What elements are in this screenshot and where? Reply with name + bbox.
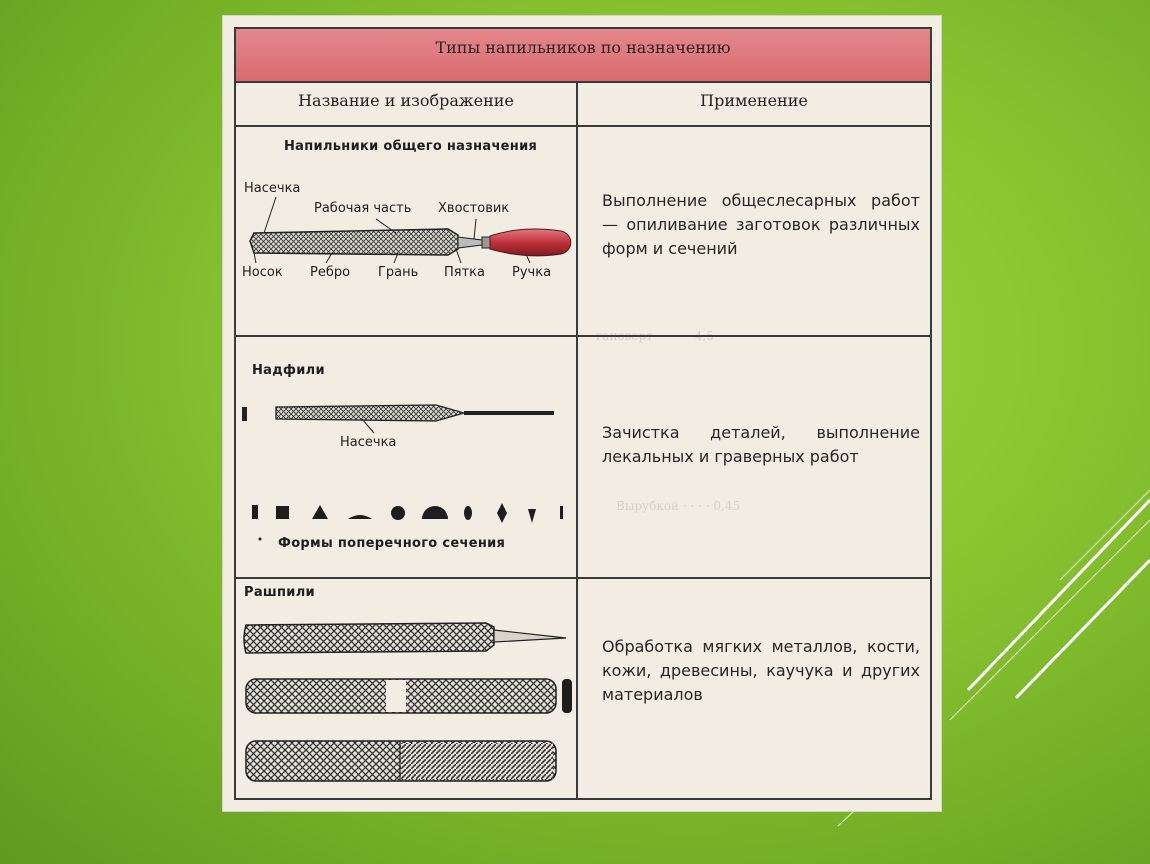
rasp-1 xyxy=(244,623,494,653)
application-rasps: Обработка мягких металлов, кости, кожи, древесины, каучука и других материалов xyxy=(602,637,920,704)
show-through-text: Вырубкой · · · · 0,45 xyxy=(616,499,741,513)
row-heading-general: Напильники общего назначения xyxy=(284,139,538,154)
rasp-1-tang xyxy=(494,630,566,642)
label-nose: Носок xyxy=(242,265,283,280)
column-divider xyxy=(576,81,578,798)
label-heel: Пятка xyxy=(444,265,485,280)
row-heading-needle-files: Надфили xyxy=(252,363,325,378)
column-header-use: Применение xyxy=(578,81,930,127)
label-working-part: Рабочая часть xyxy=(314,201,412,216)
application-needle-files: Зачистка деталей, выполнение лекальных и граверных работ xyxy=(602,423,920,466)
table-title: Типы напильников по назначению xyxy=(236,29,930,83)
application-general: Выполнение общеслесарных работ — опиливание заготовок различных форм и сечений xyxy=(602,191,920,258)
textbook-page xyxy=(222,15,942,812)
file-types-table xyxy=(234,27,932,800)
label-cross-sections: Формы поперечного сечения xyxy=(278,536,506,551)
column-header-name: Название и изображение xyxy=(236,81,576,127)
rasps-illustration xyxy=(236,29,576,802)
label-handle: Ручка xyxy=(512,265,552,280)
label-rib: Ребро xyxy=(310,265,351,280)
label-notch-needle: Насечка xyxy=(340,435,397,450)
label-face: Грань xyxy=(378,265,419,280)
rasp-2-end xyxy=(562,679,572,713)
show-through-text: гановерт · · · · · 4,5 xyxy=(596,329,714,343)
row-heading-rasps: Рашпили xyxy=(244,585,315,600)
label-notch: Насечка xyxy=(244,181,301,196)
label-shank: Хвостовик xyxy=(438,201,510,216)
